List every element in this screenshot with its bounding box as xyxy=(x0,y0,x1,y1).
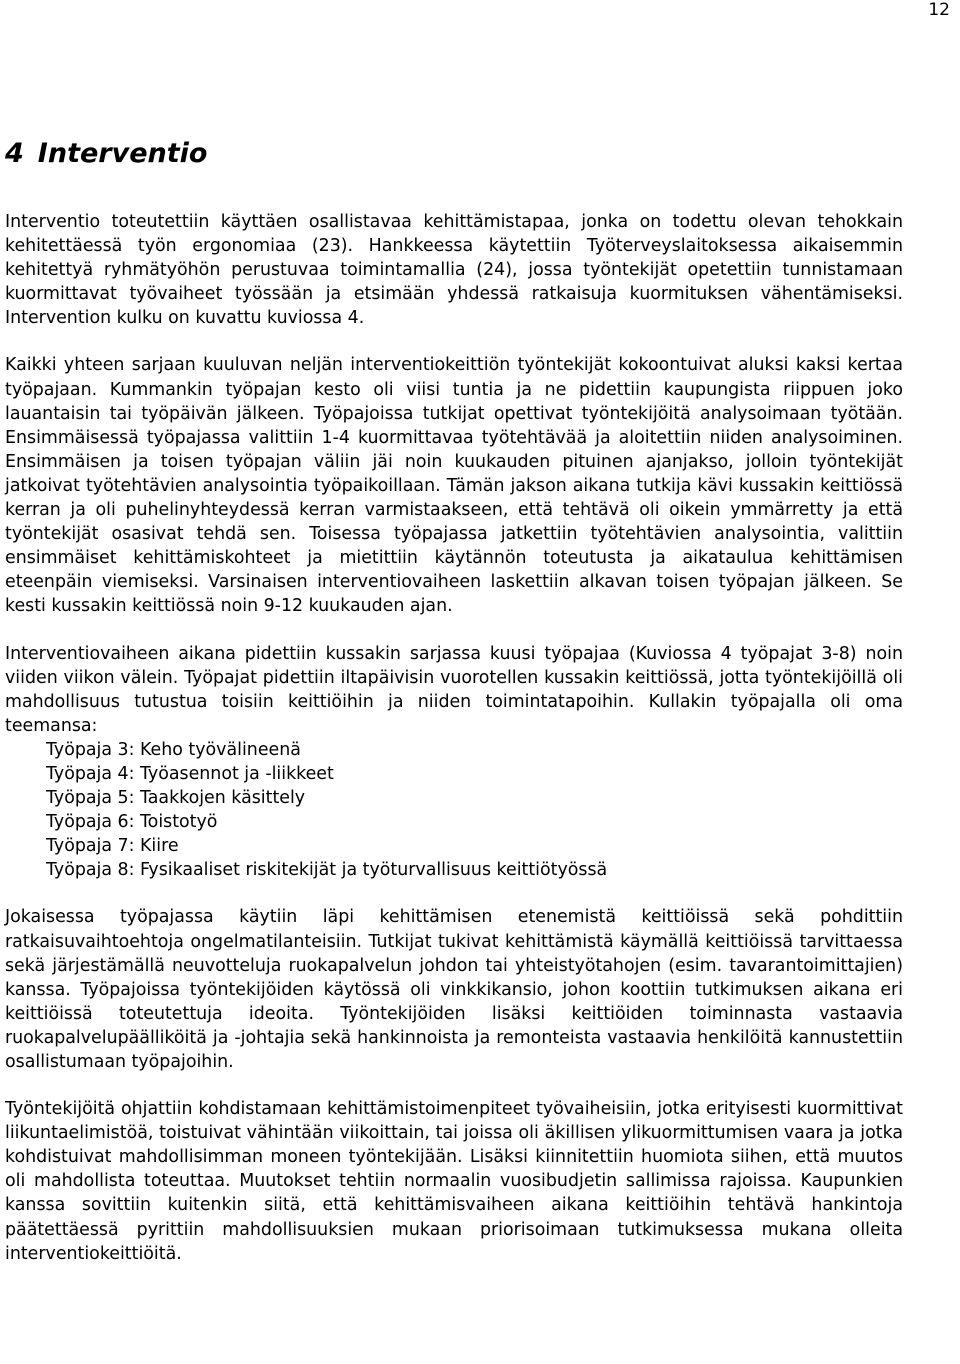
list-item: Työpaja 3: Keho työvälineenä xyxy=(46,739,301,760)
list-item: Työpaja 5: Taakkojen käsittely xyxy=(46,788,306,809)
page-number: 12 xyxy=(928,0,950,20)
paragraph-workshop-content: Jokaisessa työpajassa käytiin läpi kehittämisen etenemistä keittiöissä sekä pohdittiin ratkaisuvaihtoehtoja ongelmatilanteisiin. Tutkijat tukivat kehittämistä käymällä keittiöissä tarvittaessa sekä järjestämällä neuvotteluja ruokapalvelun johdon tai yhteistyötahojen (esim. tavarantoimittajien) kanssa. Työpajoissa työntekijöiden käytössä oli vinkkikansio, johon koottiin tutkimuksen aikana eri keittiöissä toteutettuja ideoita. Työntekijöiden lisäksi keittiöiden toiminnasta vastaavia ruokapalvelupäälliköitä ja -johtajia sekä hankinnoista ja remonteista vastaavia henkilöitä kannustettiin osallistumaan työpajoihin. xyxy=(5,907,903,1072)
paragraph-intervention-phase: Interventiovaiheen aikana pidettiin kussakin sarjassa kuusi työpajaa (Kuviossa 4 työpajat 3-8) noin viiden viikon välein. Työpajat pidettiin iltapäivisin vuorotellen kussakin keittiössä, jotta työntekijöillä oli mahdollisuus tutustua toisiin keittiöihin ja niiden toimintatapoihin. Kullakin työpajalla oli oma teemansa: xyxy=(5,643,903,736)
chapter-heading xyxy=(5,138,903,170)
list-item: Työpaja 4: Työasennot ja -liikkeet xyxy=(46,763,334,784)
chapter-title: Interventio xyxy=(37,138,208,169)
chapter-number: 4 xyxy=(5,138,24,169)
paragraph-workshops-initial: Kaikki yhteen sarjaan kuuluvan neljän interventiokeittiön työntekijät kokoontuivat aluksi kaksi kertaa työpajaan. Kummankin työpajan kesto oli viisi tuntia ja ne pidettiin kaupungista riippuen joko lauantaisin tai työpäivän jälkeen. Työpajoissa tutkijat opettivat työntekijöitä analysoimaan työtään. Ensimmäisessä työpajassa valittiin 1-4 kuormittavaa työtehtävää ja aloitettiin niiden analysoiminen. Ensimmäisen ja toisen työpajan väliin jäi noin kuukauden pituinen ajanjakso, jolloin työntekijät jatkoivat työtehtävien analysointia työpaikoillaan. Tämän jakson aikana tutkija kävi kussakin keittiössä kerran ja oli puhelinyhteydessä kerran varmistaakseen, että tehtävä oli oikein ymmärretty ja että työntekijät osasivat tehdä sen. Toisessa työpajassa jatkettiin työtehtävien analysointia, valittiin ensimmäiset kehittämiskohteet ja mietittiin käytännön toteutusta ja aikataulua kehittämisen eteenpäin viemiseksi. Varsinaisen interventiovaiheen laskettiin alkavan toisen työpajan jälkeen. Se kesti kussakin keittiössä noin 9-12 kuukauden ajan. xyxy=(5,355,903,617)
paragraph-development-targets: Työntekijöitä ohjattiin kohdistamaan kehittämistoimenpiteet työvaiheisiin, jotka erityisesti kuormittivat liikuntaelimistöä, toistuivat vähintään viikoittain, tai joissa oli äkillisen ylikuormittumisen vaara ja jotka kohdistuivat mahdollisimman moneen työntekijään. Lisäksi kiinnitettiin huomiota siihen, että muutos oli mahdollista toteuttaa. Muutokset tehtiin normaalin vuosibudjetin sallimissa rajoissa. Kaupunkien kanssa sovittiin kuitenkin siitä, että kehittämisvaiheen aikana keittiöihin tehtävä hankintoja päätettäessä pyrittiin mahdollisuuksien mukaan priorisoimaan tutkimuksessa mukana olleita interventiokeittiöitä. xyxy=(5,1099,903,1264)
document-body xyxy=(5,138,903,1289)
workshop-theme-list xyxy=(5,738,903,883)
list-item: Työpaja 6: Toistotyö xyxy=(46,812,218,833)
paragraph-intro: Interventio toteutettiin käyttäen osallistavaa kehittämistapaa, jonka on todettu olevan tehokkain kehitettäessä työn ergonomiaa (23). Hankkeessa käytettiin Työterveyslaitoksessa aikaisemmin kehitettyä ryhmätyöhön perustuvaa toimintamallia (24), jossa työntekijät opetettiin tunnistamaan kuormittavat työvaiheet työssään ja etsimään yhdessä ratkaisuja kuormituksen vähentämiseksi. Intervention kulku on kuvattu kuviossa 4. xyxy=(5,212,903,329)
list-item: Työpaja 8: Fysikaaliset riskitekijät ja työturvallisuus keittiötyössä xyxy=(46,860,608,881)
list-item: Työpaja 7: Kiire xyxy=(46,836,179,857)
